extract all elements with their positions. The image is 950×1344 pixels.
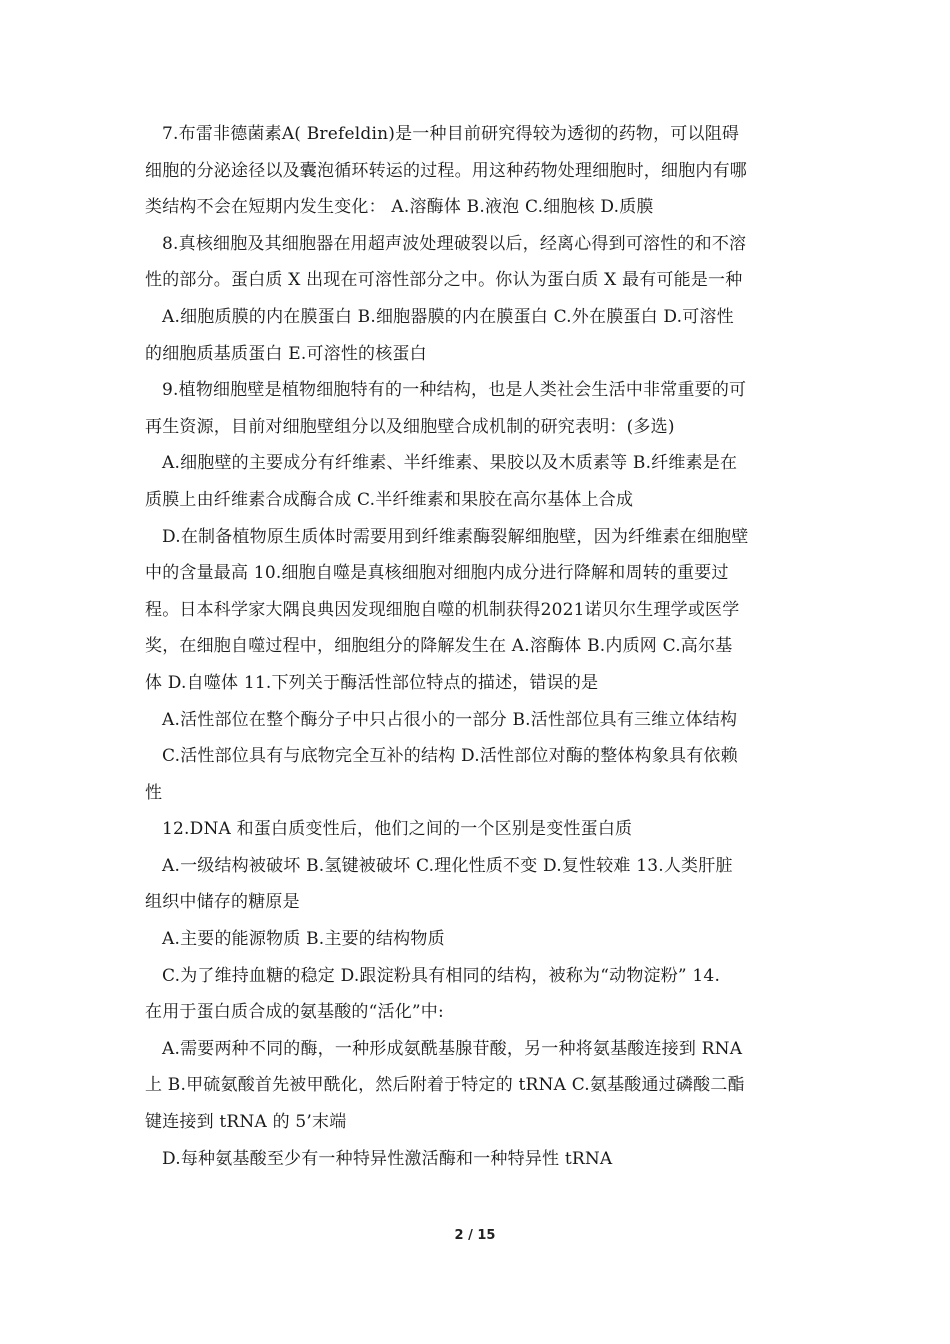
text-line: 性的部分。蛋白质 X 出现在可溶性部分之中。你认为蛋白质 X 最有可能是一种	[145, 270, 743, 291]
text-line: 类结构不会在短期内发生变化： A.溶酶体 B.液泡 C.细胞核 D.质膜	[145, 197, 654, 218]
text-line: 的细胞质基质蛋白 E.可溶性的核蛋白	[145, 343, 427, 364]
text-line: 再生资源，目前对细胞壁组分以及细胞壁合成机制的研究表明：(多选)	[145, 416, 675, 437]
text-line: 上 B.甲硫氨酸首先被甲酰化，然后附着于特定的 tRNA C.氨基酸通过磷酸二酯	[145, 1075, 745, 1096]
text-line: A.细胞壁的主要成分有纤维素、半纤维素、果胶以及木质素等 B.纤维素是在	[162, 453, 738, 474]
text-line: D.每种氨基酸至少有一种特异性激活酶和一种特异性 tRNA	[162, 1148, 613, 1169]
text-line: 键连接到 tRNA 的 5’末端	[145, 1112, 347, 1133]
text-line: 12.DNA 和蛋白质变性后，他们之间的一个区别是变性蛋白质	[162, 819, 633, 840]
text-line: 中的含量最高 10.细胞自噬是真核细胞对细胞内成分进行降解和周转的重要过	[145, 563, 729, 584]
text-line: A.需要两种不同的酶，一种形成氨酰基腺苷酸，另一种将氨基酸连接到 RNA	[162, 1038, 743, 1059]
text-line: 8.真核细胞及其细胞器在用超声波处理破裂以后，经离心得到可溶性的和不溶	[162, 233, 747, 254]
text-line: 组织中储存的糖原是	[145, 892, 300, 913]
text-line: 奖，在细胞自噬过程中，细胞组分的降解发生在 A.溶酶体 B.内质网 C.高尔基	[145, 636, 733, 657]
text-line: 细胞的分泌途径以及囊泡循环转运的过程。用这种药物处理细胞时，细胞内有哪	[145, 160, 747, 181]
text-line: A.主要的能源物质 B.主要的结构物质	[162, 929, 445, 950]
text-line: 9.植物细胞壁是植物细胞特有的一种结构，也是人类社会生活中非常重要的可	[162, 380, 747, 401]
text-line: 7.布雷非德菌素A( Brefeldin)是一种目前研究得较为透彻的药物，可以阻碍	[162, 124, 740, 144]
text-line: A.一级结构被破坏 B.氢键被破坏 C.理化性质不变 D.复性较难 13.人类肝脏	[162, 855, 733, 876]
text-line: C.活性部位具有与底物完全互补的结构 D.活性部位对酶的整体构象具有依赖	[162, 746, 738, 767]
text-line: 程。日本科学家大隅良典因发现细胞自噬的机制获得2021诺贝尔生理学或医学	[145, 599, 740, 620]
page-number: 2 / 15	[454, 1228, 496, 1243]
text-line: 体 D.自噬体 11.下列关于酶活性部位特点的描述，错误的是	[145, 672, 599, 693]
text-line: 性	[145, 782, 163, 803]
text-line: C.为了维持血糖的稳定 D.跟淀粉具有相同的结构，被称为“动物淀粉” 14.	[162, 965, 721, 986]
text-line: D.在制备植物原生质体时需要用到纤维素酶裂解细胞壁，因为纤维素在细胞壁	[162, 526, 749, 547]
text-line: A.细胞质膜的内在膜蛋白 B.细胞器膜的内在膜蛋白 C.外在膜蛋白 D.可溶性	[162, 306, 734, 327]
text-line: 质膜上由纤维素合成酶合成 C.半纤维素和果胶在高尔基体上合成	[145, 489, 634, 510]
text-line: A.活性部位在整个酶分子中只占很小的一部分 B.活性部位具有三维立体结构	[162, 709, 738, 730]
text-line: 在用于蛋白质合成的氨基酸的“活化”中:	[145, 1002, 444, 1023]
document-body	[145, 116, 805, 1177]
